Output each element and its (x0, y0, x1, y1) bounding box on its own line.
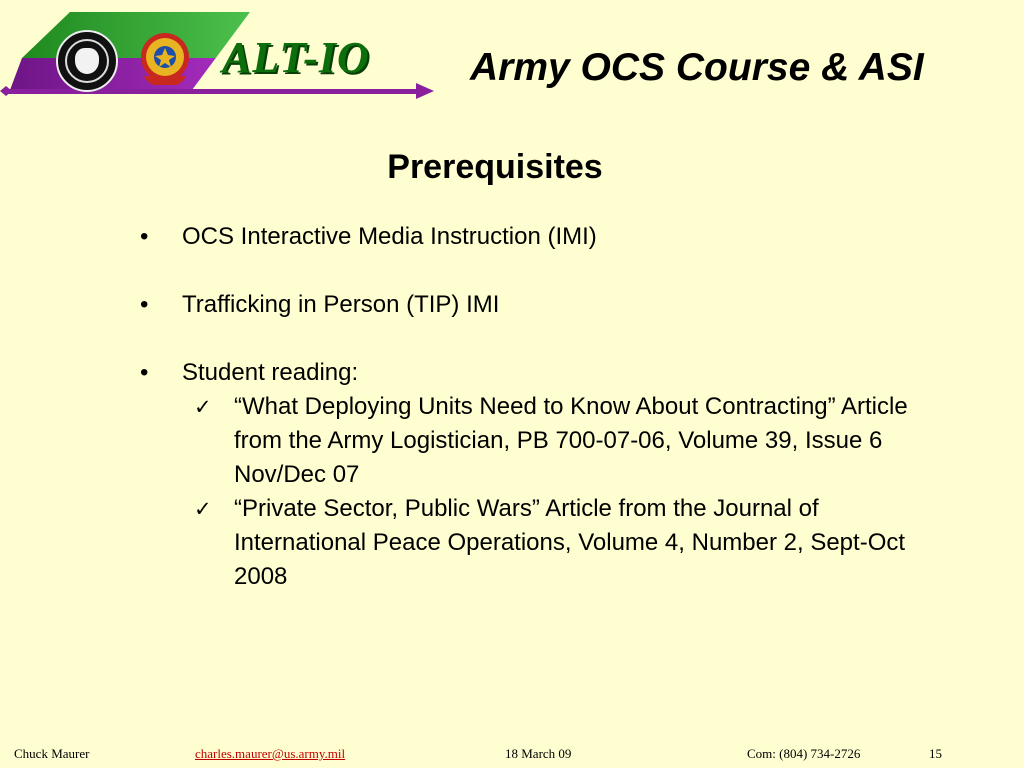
bullet-list (140, 220, 960, 594)
reading-text: “Private Sector, Public Wars” Article from the Journal of International Peace Operations, Volume 4, Number 2, Sept-Oct 2008 (234, 495, 906, 590)
footer-email-link[interactable]: charles.maurer@us.army.mil (195, 746, 346, 761)
footer (0, 744, 1024, 764)
header-banner (0, 0, 440, 110)
army-seal-icon (56, 30, 118, 92)
bullet-dot-icon: • (140, 223, 149, 250)
bullet-item (140, 220, 960, 254)
alt-io-logo: ALT-IO (222, 33, 370, 82)
bullet-text: OCS Interactive Media Instruction (IMI) (182, 223, 597, 250)
checkmark-icon: ✓ (194, 395, 212, 419)
bullet-dot-icon: • (140, 359, 149, 386)
bullet-dot-icon: • (140, 291, 149, 318)
reading-item (182, 492, 938, 594)
bullet-text: Trafficking in Person (TIP) IMI (182, 291, 500, 318)
footer-phone: Com: (804) 734-2726 (747, 746, 861, 761)
reading-list (182, 390, 960, 594)
page-number: 15 (929, 746, 942, 761)
logistics-crest-icon (138, 30, 192, 88)
footer-date: 18 March 09 (505, 746, 572, 761)
bullet-item (140, 356, 960, 594)
footer-author: Chuck Maurer (14, 746, 90, 761)
checkmark-icon: ✓ (194, 497, 212, 521)
reading-item (182, 390, 938, 492)
bullet-text: Student reading: (182, 359, 359, 386)
reading-text: “What Deploying Units Need to Know About Contracting” Article from the Army Logistician, PB 700-07-06, Volume 39, Issue 6 Nov/Dec 07 (234, 393, 908, 488)
slide-title: Army OCS Course & ASI (470, 46, 924, 89)
bullet-item (140, 288, 960, 322)
section-heading: Prerequisites (387, 148, 603, 186)
